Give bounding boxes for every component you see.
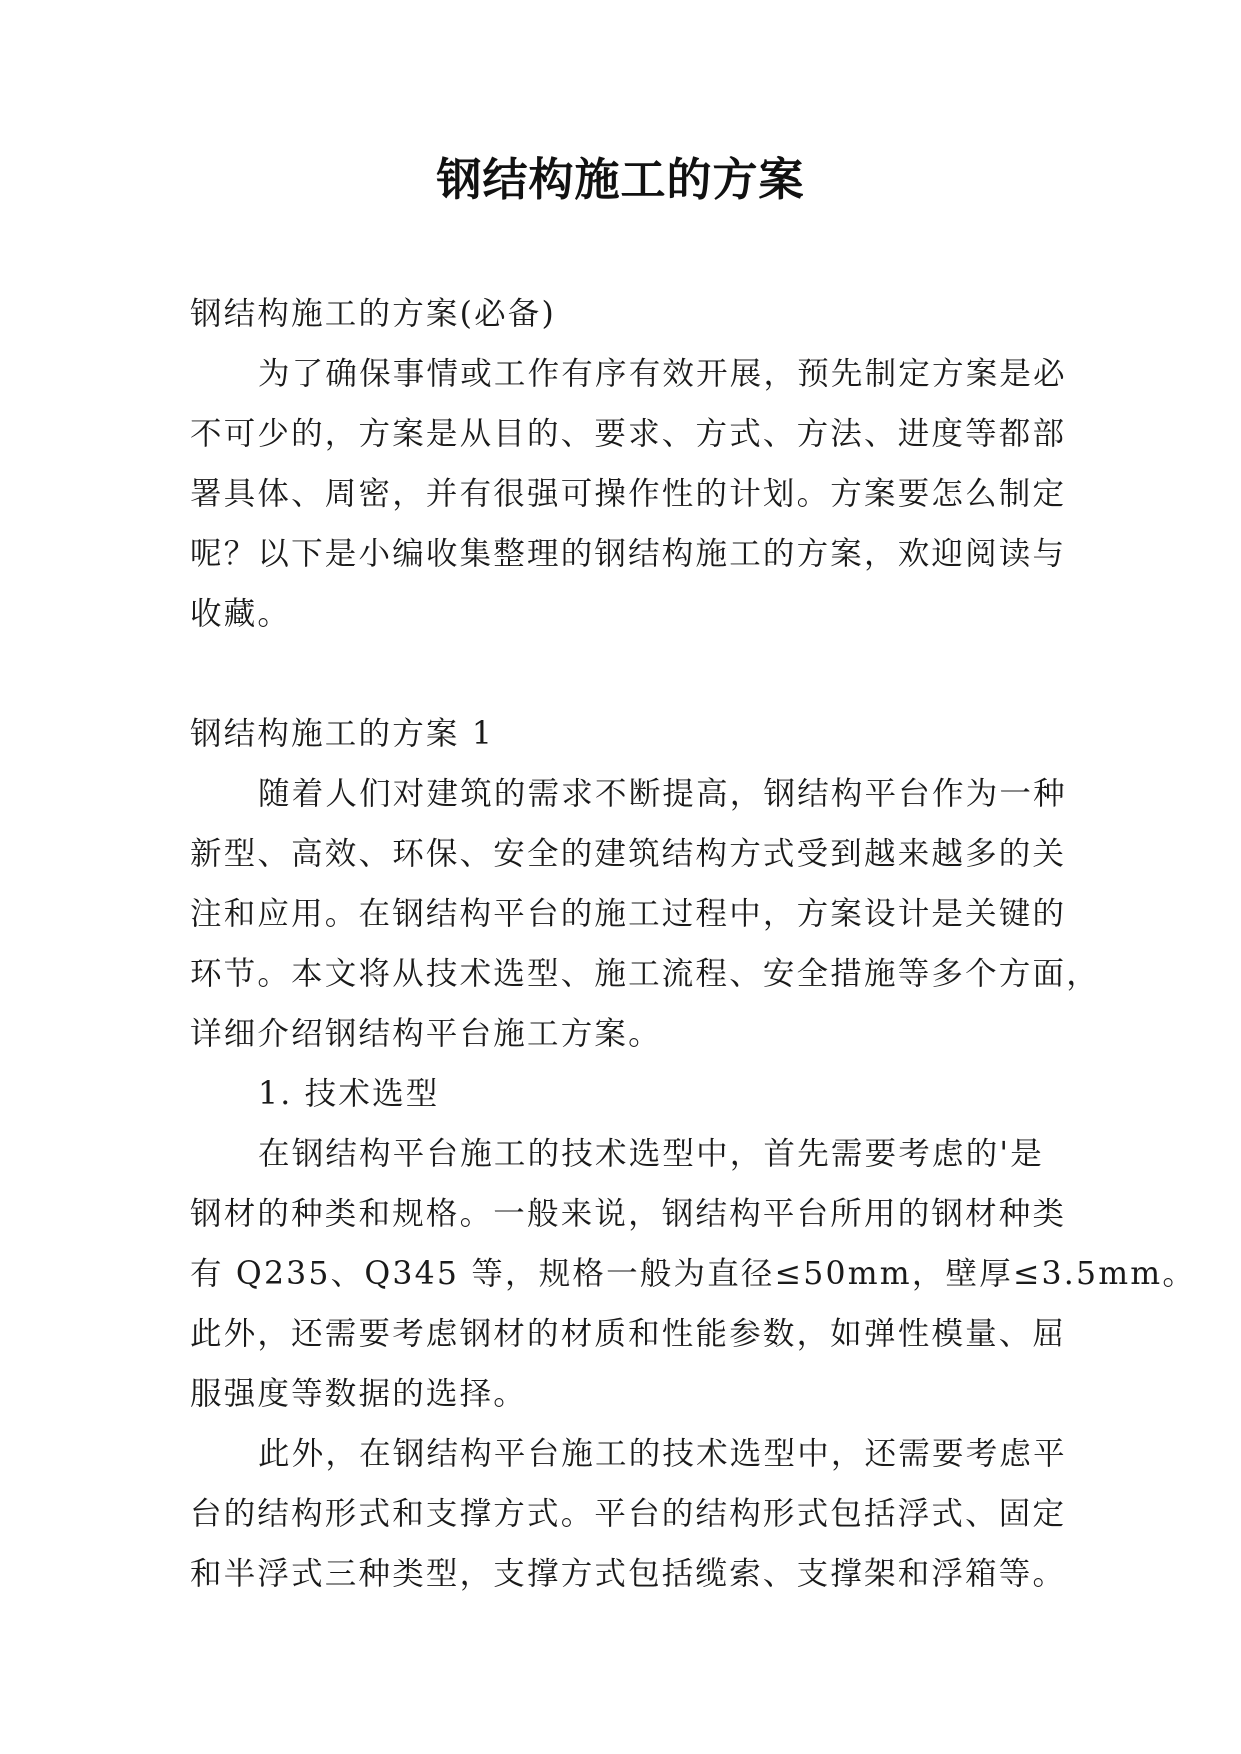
paragraph-line: 钢材的种类和规格。一般来说，钢结构平台所用的钢材种类 xyxy=(190,1196,1067,1232)
paragraph-line: 不可少的，方案是从目的、要求、方式、方法、进度等都部 xyxy=(190,416,1067,452)
paragraph-line: 随着人们对建筑的需求不断提高，钢结构平台作为一种 xyxy=(258,776,1067,812)
paragraph-line: 此外，在钢结构平台施工的技术选型中，还需要考虑平 xyxy=(258,1436,1067,1472)
document-title: 钢结构施工的方案 xyxy=(436,153,805,206)
paragraph-line: 台的结构形式和支撑方式。平台的结构形式包括浮式、固定 xyxy=(190,1496,1067,1532)
paragraph-line: 呢？以下是小编收集整理的钢结构施工的方案，欢迎阅读与 xyxy=(190,536,1067,572)
paragraph-line: 注和应用。在钢结构平台的施工过程中，方案设计是关键的 xyxy=(190,896,1067,932)
paragraph-line: 服强度等数据的选择。 xyxy=(190,1376,528,1412)
paragraph-line: 在钢结构平台施工的技术选型中，首先需要考虑的'是 xyxy=(258,1136,1044,1172)
document-subtitle xyxy=(190,284,1060,344)
paragraph-line: 收藏。 xyxy=(190,596,292,632)
paragraph-line: 为了确保事情或工作有序有效开展，预先制定方案是必 xyxy=(258,356,1067,392)
paragraph-line: 有 Q235、Q345 等，规格一般为直径≤50mm，壁厚≤3.5mm。 xyxy=(190,1256,1197,1292)
paragraph-line: 环节。本文将从技术选型、施工流程、安全措施等多个方面， xyxy=(190,956,1100,992)
paragraph-line: 新型、高效、环保、安全的建筑结构方式受到越来越多的关 xyxy=(190,836,1067,872)
subheading-technology-selection: 1. 技术选型 xyxy=(258,1076,440,1112)
subtitle-line: 钢结构施工的方案(必备) xyxy=(190,296,556,332)
section-heading xyxy=(190,704,1060,764)
paragraph-line: 此外，还需要考虑钢材的材质和性能参数，如弹性模量、屈 xyxy=(190,1316,1067,1352)
section-heading-text: 钢结构施工的方案 1 xyxy=(190,716,495,752)
paragraph-line: 详细介绍钢结构平台施工方案。 xyxy=(190,1016,662,1052)
paragraph-line: 署具体、周密，并有很强可操作性的计划。方案要怎么制定 xyxy=(190,476,1067,512)
section-body xyxy=(190,764,1197,1604)
paragraph-line: 和半浮式三种类型，支撑方式包括缆索、支撑架和浮箱等。 xyxy=(190,1556,1067,1592)
intro-paragraph xyxy=(190,344,1067,644)
